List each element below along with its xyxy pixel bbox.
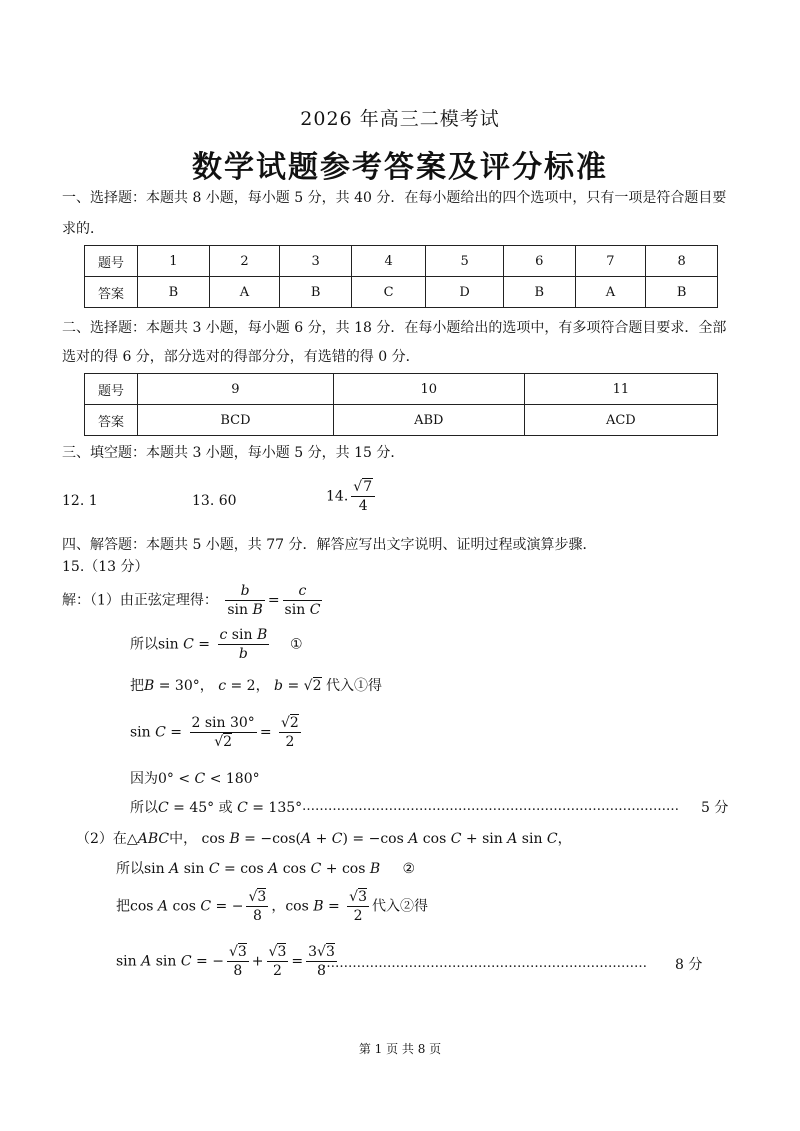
exam-title: 2026 年高三二模考试 [300, 108, 500, 130]
section2-intro-line1: 二、选择题：本题共 3 小题，每小题 6 分，共 18 分．在每小题给出的选项中，有多项符合题目要求．全部 [62, 320, 727, 336]
answer-14-label: 14. [326, 488, 349, 505]
so-label: 所以 [130, 636, 158, 653]
section1-intro-line2: 求的． [62, 221, 104, 237]
equation-marker-2: ② [402, 861, 415, 877]
answer-13: 13. 60 [192, 493, 237, 509]
table-cell: B [503, 277, 575, 308]
part1-substitute: 把B = 30°， c = 2， b = √2 代入①得 [130, 678, 382, 694]
answer-14-numerator: 7 [363, 479, 373, 495]
answer-12: 12. 1 [62, 493, 98, 509]
part2-substitute: 把cos A cos C = − $\frac{√3}{8}$ ，cos B = $\frac{√3}{2}$ 代入②得 [116, 889, 429, 924]
table-row [85, 277, 718, 308]
part2-intro: （2）在 [76, 831, 127, 847]
question-15-header: 15.（13 分） [62, 559, 149, 575]
table-answer-label: 答案 [85, 405, 138, 436]
table-cell: 5 [426, 246, 504, 277]
part1-sinC-value: sin C = $\frac{2 \sin 30^\circ}{√2}$ = $\frac{√2}{2}$ [130, 715, 299, 750]
table-row [85, 374, 718, 405]
part1-range: 因为0° < C < 180° [130, 771, 260, 787]
answer-14-denominator: 4 [358, 498, 368, 514]
table-cell: 6 [503, 246, 575, 277]
table-cell: 11 [524, 374, 717, 405]
equation-marker-1: ① [290, 636, 303, 653]
part2-result: sin A sin C = − $\frac{√3}{8}$ + $\frac{√3}{2}$ = $\frac{3√3}{8}$ [116, 944, 335, 979]
table-cell: B [138, 277, 210, 308]
substitute-label: 把 [130, 678, 144, 694]
table-row [85, 246, 718, 277]
choice-answer-table-1 [84, 245, 718, 308]
table-cell: 10 [333, 374, 524, 405]
table-cell: B [646, 277, 718, 308]
substitute-end: 代入①得 [325, 678, 382, 694]
section1-intro-line1: 一、选择题：本题共 8 小题，每小题 5 分，共 40 分．在每小题给出的四个选项中，只有一项是符合题目要 [62, 190, 727, 206]
table-cell: C [351, 277, 425, 308]
part2-mid: 中， [169, 831, 198, 847]
part1-sinC-expr: 所以sin C = $\frac{\text{c sin B}}{b}$ ① [130, 627, 303, 662]
part1-intro: 解：（1）由正弦定理得： [62, 592, 218, 609]
score-leader-1: …………………………………………………………………………… [302, 799, 679, 814]
table-cell: D [426, 277, 504, 308]
score-1: 5 分 [701, 800, 729, 816]
table-header-label: 题号 [85, 246, 138, 277]
substitute-end-2: 代入②得 [372, 898, 429, 915]
answer-14 [326, 478, 378, 515]
part2-cosB: （2）在△ABC中， cos B = −cos(A + C) = −cos A cos C + sin A sin C， [76, 831, 572, 847]
table-answer-label: 答案 [85, 277, 138, 308]
choice-answer-table-2 [84, 373, 718, 436]
page-footer: 第 1 页 共 8 页 [358, 1042, 442, 1056]
or-label: 或 [218, 800, 233, 816]
score-2: 8 分 [675, 957, 703, 973]
part1-sine-law: 解：（1）由正弦定理得： $\frac{b}{\text{sin B}}$ = $\frac{c}{\text{sin C}}$ [62, 583, 321, 618]
table-cell: 4 [351, 246, 425, 277]
table-header-label: 题号 [85, 374, 138, 405]
table-row [85, 405, 718, 436]
because-label: 因为 [130, 771, 158, 787]
section4-intro: 四、解答题：本题共 5 小题，共 77 分．解答应写出文字说明、证明过程或演算步骤． [62, 537, 597, 553]
fraction: $\frac{√7}{4}$ [351, 478, 375, 515]
part2-relation: 所以sin A sin C = cos A cos C + cos B ② [116, 861, 415, 877]
table-cell: BCD [138, 405, 334, 436]
table-cell: 7 [575, 246, 646, 277]
score-leader-2: ………………………………………………………………… [322, 956, 647, 971]
table-cell: A [209, 277, 280, 308]
part1-conclusion: 所以C = 45° 或 C = 135° [130, 800, 303, 816]
table-cell: 8 [646, 246, 718, 277]
table-cell: ABD [333, 405, 524, 436]
table-cell: ACD [524, 405, 717, 436]
table-cell: A [575, 277, 646, 308]
section2-intro-line2: 选对的得 6 分，部分选对的得部分分，有选错的得 0 分． [62, 349, 420, 365]
table-cell: 9 [138, 374, 334, 405]
document-title: 数学试题参考答案及评分标准 [192, 150, 608, 185]
section3-intro: 三、填空题：本题共 3 小题，每小题 5 分，共 15 分． [62, 445, 405, 461]
so-label-2: 所以 [130, 800, 158, 816]
so-label-3: 所以 [116, 861, 144, 877]
table-cell: 2 [209, 246, 280, 277]
table-cell: B [280, 277, 352, 308]
table-cell: 1 [138, 246, 210, 277]
table-cell: 3 [280, 246, 352, 277]
substitute-label-2: 把 [116, 898, 130, 915]
